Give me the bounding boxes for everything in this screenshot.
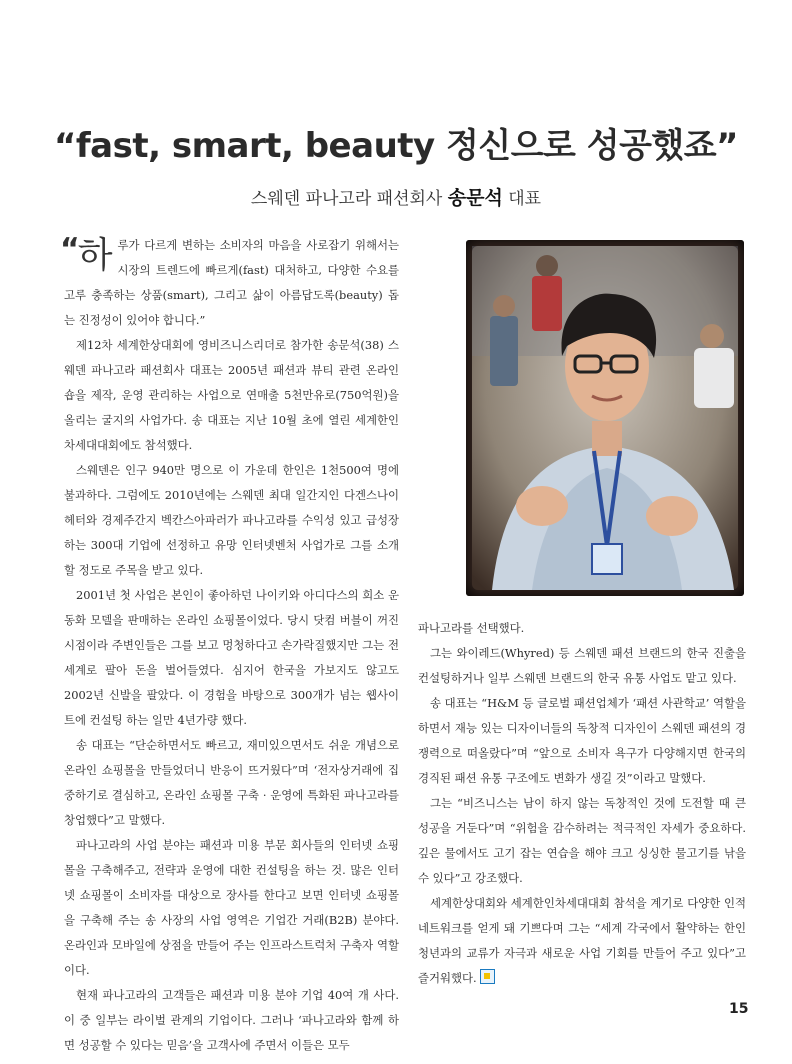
article-paragraph: 2001년 첫 사업은 본인이 좋아하던 나이키와 아디다스의 희소 운동화 모델을 판매하는 온라인 쇼핑몰이었다. 당시 닷컴 버블이 꺼진 시점이라 주변인들은 그를 보고 멍청하다고 손가락질했지만 그는 전 세계로 팔아 돈을 벌어들였다. 심지어 한국을 가보지도 않고도 2002년 신발을 팔았다. 이 경험을 바탕으로 300개가 넘는 웹사이트에 컨설팅 하는 일만 4년가량 했다.: [64, 588, 399, 727]
page-number: 15: [729, 1001, 749, 1017]
article-column-right: [418, 616, 746, 991]
paragraph-text: 세계한상대회와 세계한인차세대대회 참석을 계기로 다양한 인적 네트워크를 얻게 돼 기쁘다며 그는 “세계 각국에서 활약하는 한인 청년과의 교류가 자극과 새로운 사업 기회를 만들어 주고 있다”고 즐거워했다.: [418, 896, 746, 985]
portrait-illustration: [472, 246, 738, 590]
article-paragraph: 스웨덴은 인구 940만 명으로 이 가운데 한인은 1천500여 명에 불과하다. 그럼에도 2010년에는 스웨덴 최대 일간지인 다겐스나이헤터와 경제주간지 벡칸스아파러가 파나고라를 수익성 있고 급성장하는 300대 기업에 선정하고 유망 인터넷벤처 사업가로 그를 소개할 정도로 주목을 받고 있다.: [64, 463, 399, 577]
portrait-photo: [466, 240, 744, 596]
dropcap: [60, 232, 113, 279]
article-paragraph: 송 대표는 “단순하면서도 빠르고, 재미있으면서도 쉬운 개념으로 온라인 쇼핑몰을 만들었더니 반응이 뜨거웠다”며 ‘전자상거래에 집중하기로 결심하고, 온라인 쇼핑몰 구축 · 운영에 특화된 파나고라를 창업했다”고 말했다.: [64, 738, 399, 827]
end-mark-icon: [480, 969, 495, 984]
dropcap-quote: “: [60, 232, 80, 267]
article-paragraph: 그는 “비즈니스는 남이 하지 않는 독창적인 것에 도전할 때 큰 성공을 거둔다”며 “위험을 감수하려는 적극적인 자세가 중요하다. 깊은 물에서도 고기 잡는 연습을 해야 크고 싱싱한 물고기를 낚을 수 있다”고 강조했다.: [418, 796, 746, 885]
article-paragraph: 송 대표는 “H&M 등 글로벌 패션업체가 ‘패션 사관학교’ 역할을 하면서 재능 있는 디자이너들의 독창적 디자인이 스웨덴 패션의 경쟁력으로 떠올랐다”며 “앞으로 소비자 욕구가 다양해지면 한국의 경직된 패션 유통 구조에도 변화가 생길 것”이라고 말했다.: [418, 696, 746, 785]
article-subtitle: [0, 183, 792, 210]
article-paragraph: [418, 891, 746, 991]
article-paragraph: 파나고라의 사업 분야는 패션과 미용 부문 회사들의 인터넷 쇼핑몰을 구축해주고, 전략과 운영에 대한 컨설팅을 하는 것. 많은 인터넷 쇼핑몰이 소비자를 대상으로 장사를 한다고 보면 인터넷 쇼핑몰을 구축해 주는 송 사장의 사업 영역은 기업간 거래(B2B) 분야다. 온라인과 모바일에 상점을 만들어 주는 인프라스트럭처 구축자 역할이다.: [64, 838, 399, 977]
article-paragraph: 현재 파나고라의 고객들은 패션과 미용 분야 기업 40여 개 사다. 이 중 일부는 라이벌 관계의 기업이다. 그러나 ‘파나고라와 함께 하면 성공할 수 있다는 믿음’을 고객사에 주면서 이들은 모두: [64, 988, 399, 1052]
article-title: “fast, smart, beauty 정신으로 성공했죠”: [54, 126, 738, 166]
subtitle-prefix: 스웨덴 파나고라 패션회사: [250, 189, 448, 209]
article-paragraph: 제12차 세계한상대회에 영비즈니스리더로 참가한 송문석(38) 스웨덴 파나고라 패션회사 대표는 2005년 패션과 뷰티 관련 온라인 숍을 제작, 운영 관리하는 사업으로 연매출 5천만유로(750억원)을 올리는 굴지의 사업가다. 송 대표는 지난 10월 초에 열린 세계한인차세대대회에도 참석했다.: [64, 338, 399, 452]
subtitle-suffix: 대표: [502, 189, 542, 209]
dropcap-char: 하: [77, 235, 113, 276]
paragraph-text: 루가 다르게 변하는 소비자의 마음을 사로잡기 위해서는 시장의 트렌드에 빠르게(fast) 대처하고, 다양한 수요를 고루 충족하는 상품(smart), 그리고 삶이 아름답도록(beauty) 돕는 진정성이 있어야 합니다.”: [64, 238, 399, 327]
subtitle-name: 송문석: [447, 187, 503, 209]
article-paragraph: [60, 232, 399, 333]
article-column-left: [60, 232, 399, 1058]
article-paragraph: 파나고라를 선택했다.: [418, 621, 525, 635]
article-paragraph: 그는 와이레드(Whyred) 등 스웨덴 패션 브랜드의 한국 진출을 컨설팅하거나 일부 스웨덴 브랜드의 한국 유통 사업도 맡고 있다.: [418, 646, 746, 685]
